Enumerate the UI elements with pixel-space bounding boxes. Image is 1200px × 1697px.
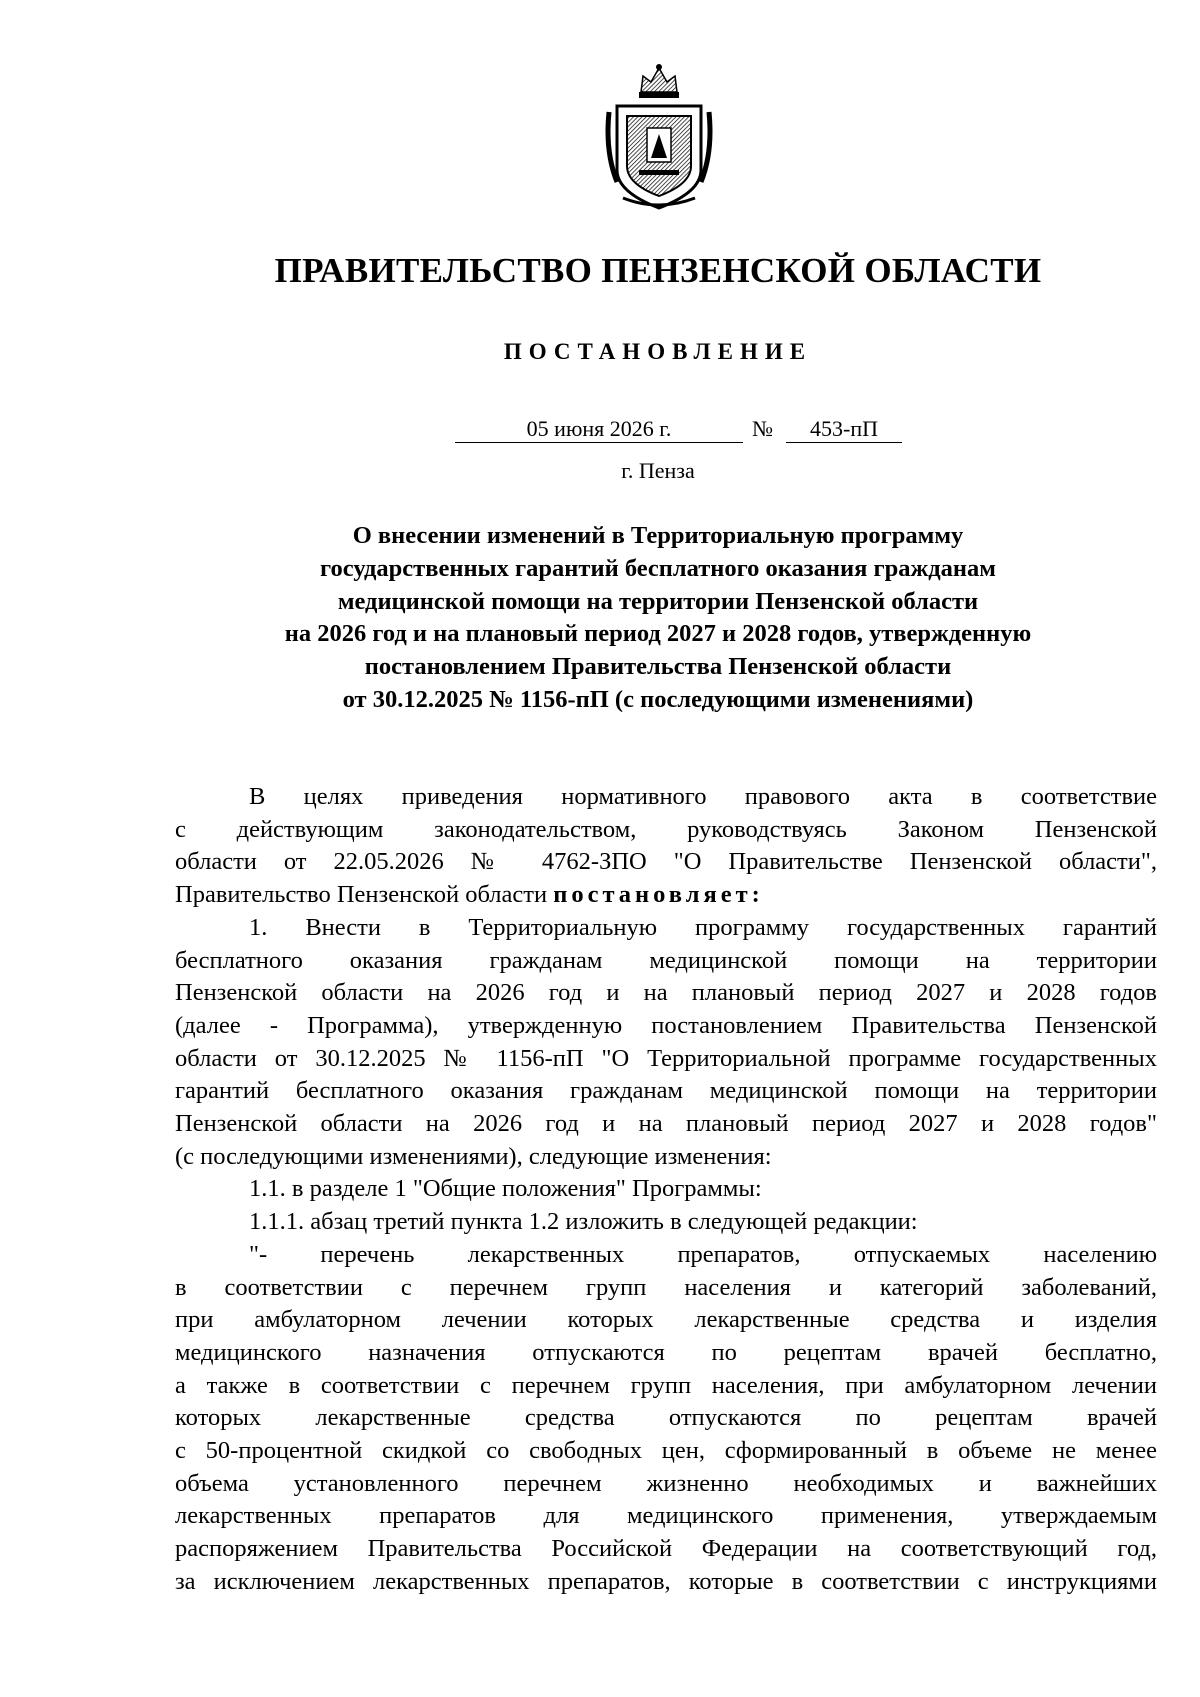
body-line: 1. Внести в Территориальную программу государственных гарантий xyxy=(249,913,1157,941)
body-line: области от 30.12.2025 № 1156-пП "О Территориальной программе государственных xyxy=(175,1044,1157,1072)
body-line: 1.1.1. абзац третий пункта 1.2 изложить в следующей редакции: xyxy=(249,1208,918,1236)
document-date: 05 июня 2026 г. xyxy=(455,416,743,443)
body-line: (с последующими изменениями), следующие изменения: xyxy=(175,1142,772,1170)
body-line: В целях приведения нормативного правового акта в соответствие xyxy=(249,783,1157,810)
body-line: (далее - Программа), утвержденную постановлением Правительства Пензенской xyxy=(175,1011,1157,1039)
body-line: в соответствии с перечнем групп населения и категорий заболеваний, xyxy=(175,1273,1157,1301)
body-line: гарантий бесплатного оказания гражданам медицинской помощи на территории xyxy=(175,1077,1157,1105)
document-number: 453-пП xyxy=(786,416,902,443)
body-line: 1.1. в разделе 1 "Общие положения" Программы: xyxy=(249,1175,762,1203)
body-line: "- перечень лекарственных препаратов, отпускаемых населению xyxy=(249,1240,1157,1268)
body-line: при амбулаторном лечении которых лекарственные средства и изделия xyxy=(175,1306,1157,1334)
document-type: ПОСТАНОВЛЕНИЕ xyxy=(503,339,813,364)
body-line: медицинского назначения отпускаются по рецептам врачей бесплатно, xyxy=(175,1338,1157,1366)
body-line-text: Правительство Пензенской области xyxy=(175,881,548,909)
body-line: с действующим законодательством, руководствуясь Законом Пензенской xyxy=(175,815,1157,843)
resolves-word: постановляет: xyxy=(553,881,764,909)
subject-line: постановлением Правительства Пензенской области xyxy=(364,653,952,681)
document-body xyxy=(175,781,1157,1599)
body-line: с 50-процентной скидкой со свободных цен, сформированный в объеме не менее xyxy=(175,1437,1157,1465)
document-place: г. Пенза xyxy=(621,458,695,483)
body-line: области от 22.05.2026 № 4762-ЗПО "О Правительстве Пензенской области", xyxy=(175,848,1157,876)
subject-line: от 30.12.2025 № 1156-пП (с последующими изменениями) xyxy=(342,685,974,713)
organization-title: ПРАВИТЕЛЬСТВО ПЕНЗЕНСКОЙ ОБЛАСТИ xyxy=(274,251,1042,290)
body-line: которых лекарственные средства отпускаются по рецептам врачей xyxy=(175,1404,1157,1432)
subject-line: на 2026 год и на плановый период 2027 и 2028 годов, утвержденную xyxy=(284,620,1032,648)
body-line: Пензенской области на 2026 год и на плановый период 2027 и 2028 годов xyxy=(175,979,1157,1007)
body-line-resolution xyxy=(175,879,1157,912)
document-subject xyxy=(0,520,1200,717)
subject-line: медицинской помощи на территории Пензенской области xyxy=(337,587,979,615)
body-line: объема установленного перечнем жизненно необходимых и важнейших xyxy=(175,1469,1157,1497)
body-line: распоряжением Правительства Российской Федерации на соответствующий год, xyxy=(175,1535,1157,1563)
number-sign: № xyxy=(752,416,773,441)
body-line: лекарственных препаратов для медицинского применения, утверждаемым xyxy=(175,1502,1157,1530)
subject-line: О внесении изменений в Территориальную программу xyxy=(352,522,964,549)
body-line: бесплатного оказания гражданам медицинской помощи на территории xyxy=(175,946,1157,974)
body-line: Пензенской области на 2026 год и на плановый период 2027 и 2028 годов" xyxy=(175,1110,1157,1138)
body-line: за исключением лекарственных препаратов, которые в соответствии с инструкциями xyxy=(175,1567,1157,1595)
subject-line: государственных гарантий бесплатного оказания гражданам xyxy=(320,554,996,582)
body-line: а также в соответствии с перечнем групп населения, при амбулаторном лечении xyxy=(175,1371,1157,1399)
coat-of-arms-icon xyxy=(603,62,715,212)
